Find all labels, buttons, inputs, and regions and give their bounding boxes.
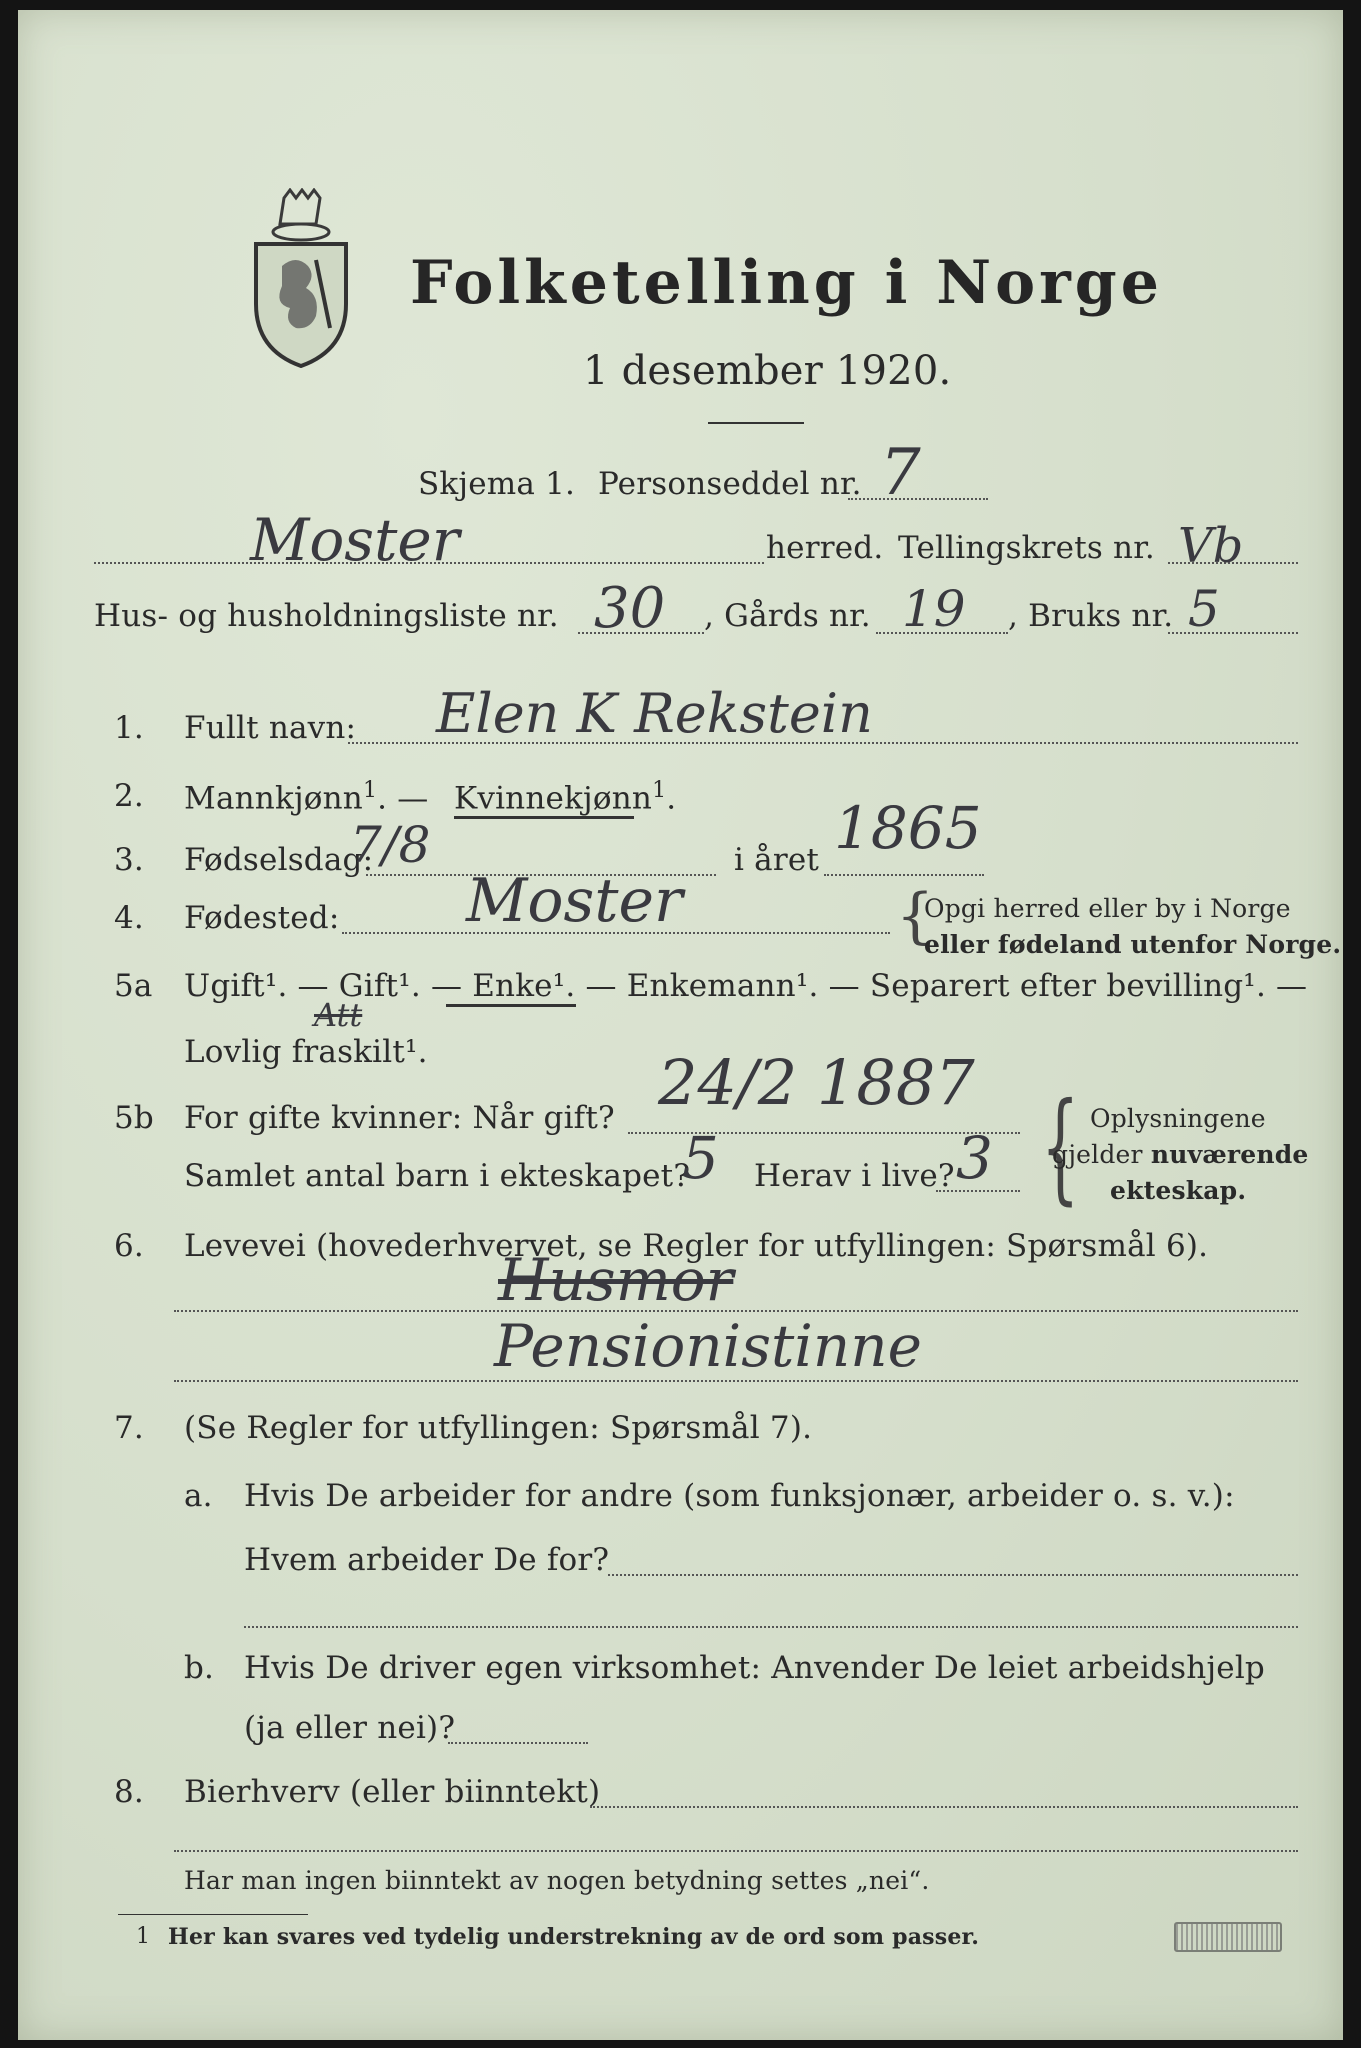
q7b-line-fill (448, 1742, 588, 1744)
q8-number: 8. (114, 1774, 144, 1810)
q5b-note-1: Oplysningene (1090, 1104, 1266, 1133)
q2-female (454, 778, 676, 816)
q3-label: Fødselsdag: (184, 842, 374, 878)
q5b-number: 5b (114, 1100, 154, 1136)
full-name-value: Elen K Rekstein (436, 682, 873, 745)
gift-mark: Att (314, 996, 363, 1034)
q6-label: Levevei (hovederhvervet, se Regler for utfyllingen: Spørsmål 6). (184, 1228, 1209, 1264)
census-form (18, 10, 1343, 2040)
birth-year-value: 1865 (834, 794, 982, 862)
q4-number: 4. (114, 900, 144, 936)
tellingskrets-value: Vb (1178, 518, 1244, 574)
children-label: Samlet antal barn i ekteskapet? (184, 1158, 691, 1194)
alive-label: Herav i live? (754, 1158, 955, 1194)
form-title: Folketelling i Norge (410, 248, 1163, 318)
q2-number: 2. (114, 778, 144, 814)
q3-number: 3. (114, 842, 144, 878)
q5b-note-3: ekteskap. (1110, 1176, 1247, 1205)
herred-value: Moster (250, 506, 460, 574)
q4-label: Fødested: (184, 900, 340, 936)
bruks-label: , Bruks nr. (1008, 598, 1174, 634)
q4-note-1: Opgi herred eller by i Norge (924, 894, 1291, 923)
census-date: 1 desember 1920. (583, 348, 952, 394)
footnote-ref: 1 (652, 778, 667, 803)
q7b-number: b. (184, 1650, 215, 1686)
q7a-number: a. (184, 1478, 213, 1514)
marital-options: Ugift¹. — Gift¹. — Enke¹. — Enkemann¹. — Separert efter bevilling¹. — (184, 968, 1308, 1004)
q1-number: 1. (114, 710, 144, 746)
q5b-brace: { (1041, 1078, 1080, 1217)
birthday-value: 7/8 (350, 816, 431, 874)
alive-value: 3 (956, 1124, 993, 1192)
q7-label: (Se Regler for utfyllingen: Spørsmål 7). (184, 1410, 813, 1446)
q6-number: 6. (114, 1228, 144, 1264)
female-option: Kvinnekjønn (454, 780, 653, 817)
occupation-value: Pensionistinne (494, 1312, 922, 1380)
q7a-line-1-fill (608, 1574, 1298, 1576)
year-line (824, 874, 984, 876)
q8-note: Har man ingen biinntekt av nogen betydning settes „nei“. (184, 1866, 930, 1895)
q8-line-2 (174, 1850, 1298, 1852)
title-divider (708, 422, 804, 424)
q5a-number: 5a (114, 968, 153, 1004)
gards-label: , Gårds nr. (704, 598, 871, 634)
footnote-divider (118, 1914, 308, 1915)
printer-stamp-icon (1174, 1922, 1282, 1952)
q7a-line-2: Hvem arbeider De for? (244, 1542, 610, 1578)
husliste-label: Hus- og husholdningsliste nr. (94, 598, 559, 634)
tellingskrets-label: Tellingskrets nr. (898, 530, 1155, 566)
footnote-text: Her kan svares ved tydelig understrekning av de ord som passer. (168, 1924, 980, 1950)
personseddel-value: 7 (880, 436, 921, 510)
q2-separator: . — (377, 780, 429, 817)
footnote-number: 1 (136, 1924, 151, 1949)
footnote-ref: 1 (362, 778, 378, 803)
occupation-struck-value: Husmor (498, 1246, 734, 1314)
q8-label: Bierhverv (eller biinntekt) (184, 1774, 601, 1810)
q6-line-2 (174, 1380, 1298, 1382)
q7b-line-1: Hvis De driver egen virksomhet: Anvender De leiet arbeidshjelp (244, 1650, 1265, 1686)
husliste-value: 30 (594, 576, 666, 641)
q2-male (184, 778, 428, 816)
q5b-note-2: gjelder nuværende (1052, 1140, 1309, 1169)
personseddel-label: Personseddel nr. (598, 466, 862, 502)
skjema-label: Skjema 1. (418, 466, 576, 502)
year-label: i året (734, 842, 820, 878)
q8-line-1 (590, 1806, 1298, 1808)
marital-options-cont: Lovlig fraskilt¹. (184, 1034, 428, 1070)
married-when-label: For gifte kvinner: Når gift? (184, 1100, 615, 1136)
q4-brace: { (896, 881, 935, 951)
q2-end: . (666, 780, 677, 817)
q7b-line-2: (ja eller nei)? (244, 1710, 456, 1746)
male-option: Mannkjønn (184, 780, 363, 817)
q7a-line-2-fill (244, 1626, 1298, 1628)
gards-value: 19 (902, 580, 966, 638)
enke-underline (446, 1004, 576, 1007)
bruks-value: 5 (1188, 580, 1220, 638)
q4-note-2: eller fødeland utenfor Norge. (924, 930, 1342, 959)
herred-label: herred. (766, 530, 884, 566)
q1-label: Fullt navn: (184, 710, 357, 746)
married-when-value: 24/2 1887 (658, 1046, 975, 1119)
coat-of-arms-icon (246, 188, 356, 368)
female-underline (454, 816, 634, 819)
q7-number: 7. (114, 1410, 144, 1446)
children-value: 5 (682, 1124, 719, 1192)
birthplace-value: Moster (466, 866, 683, 936)
q7a-line-1: Hvis De arbeider for andre (som funksjonær, arbeider o. s. v.): (244, 1478, 1235, 1514)
